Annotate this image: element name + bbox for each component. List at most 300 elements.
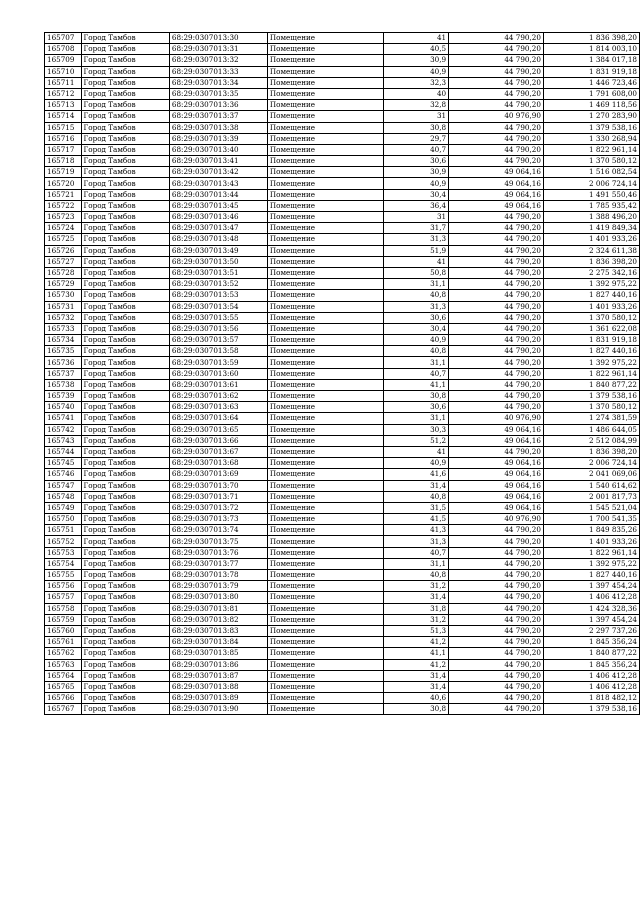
area-cell: 30,9 [384,167,449,178]
locality-cell: Город Тамбов [81,256,169,267]
unit-value-cell: 44 790,20 [449,144,544,155]
area-cell: 41,2 [384,659,449,670]
object-type-cell: Помещение [267,335,383,346]
table-row [45,659,640,670]
area-cell: 32,8 [384,100,449,111]
object-type-cell: Помещение [267,648,383,659]
locality-cell: Город Тамбов [81,133,169,144]
table-row [45,33,640,44]
area-cell: 41,5 [384,514,449,525]
locality-cell: Город Тамбов [81,44,169,55]
locality-cell: Город Тамбов [81,659,169,670]
table-row [45,178,640,189]
area-cell: 31 [384,212,449,223]
unit-value-cell: 44 790,20 [449,223,544,234]
cadastral-number-cell: 68:29:0307013:35 [169,88,267,99]
area-cell: 30,8 [384,704,449,715]
area-cell: 31,1 [384,558,449,569]
object-type-cell: Помещение [267,558,383,569]
unit-value-cell: 44 790,20 [449,234,544,245]
unit-value-cell: 44 790,20 [449,614,544,625]
area-cell: 31,8 [384,603,449,614]
locality-cell: Город Тамбов [81,346,169,357]
cadastral-number-cell: 68:29:0307013:55 [169,312,267,323]
cadastral-value-cell: 1 822 961,14 [543,368,639,379]
cadastral-number-cell: 68:29:0307013:85 [169,648,267,659]
cadastral-value-cell: 1 700 541,35 [543,514,639,525]
object-type-cell: Помещение [267,391,383,402]
unit-value-cell: 49 064,16 [449,424,544,435]
cadastral-value-cell: 1 540 614,62 [543,480,639,491]
row-id-cell: 165759 [45,614,82,625]
table-row [45,267,640,278]
cadastral-number-cell: 68:29:0307013:58 [169,346,267,357]
cadastral-number-cell: 68:29:0307013:65 [169,424,267,435]
locality-cell: Город Тамбов [81,402,169,413]
locality-cell: Город Тамбов [81,122,169,133]
cadastral-value-cell: 1 384 017,18 [543,55,639,66]
row-id-cell: 165724 [45,223,82,234]
unit-value-cell: 49 064,16 [449,435,544,446]
unit-value-cell: 44 790,20 [449,33,544,44]
cadastral-value-cell: 2 001 817,73 [543,491,639,502]
locality-cell: Город Тамбов [81,446,169,457]
row-id-cell: 165707 [45,33,82,44]
table-row [45,469,640,480]
table-row [45,335,640,346]
cadastral-value-cell: 1 401 933,26 [543,234,639,245]
table-row [45,525,640,536]
cadastral-number-cell: 68:29:0307013:45 [169,200,267,211]
unit-value-cell: 44 790,20 [449,323,544,334]
cadastral-number-cell: 68:29:0307013:54 [169,301,267,312]
object-type-cell: Помещение [267,144,383,155]
unit-value-cell: 44 790,20 [449,55,544,66]
cadastral-value-cell: 1 379 538,16 [543,391,639,402]
cadastral-value-cell: 1 406 412,28 [543,670,639,681]
locality-cell: Город Тамбов [81,558,169,569]
table-row [45,77,640,88]
row-id-cell: 165748 [45,491,82,502]
area-cell: 29,7 [384,133,449,144]
cadastral-value-cell: 1 822 961,14 [543,547,639,558]
object-type-cell: Помещение [267,245,383,256]
object-type-cell: Помещение [267,379,383,390]
locality-cell: Город Тамбов [81,648,169,659]
cadastral-number-cell: 68:29:0307013:67 [169,446,267,457]
locality-cell: Город Тамбов [81,156,169,167]
object-type-cell: Помещение [267,659,383,670]
cadastral-number-cell: 68:29:0307013:87 [169,670,267,681]
locality-cell: Город Тамбов [81,581,169,592]
locality-cell: Город Тамбов [81,547,169,558]
row-id-cell: 165754 [45,558,82,569]
row-id-cell: 165735 [45,346,82,357]
object-type-cell: Помещение [267,346,383,357]
object-type-cell: Помещение [267,637,383,648]
table-row [45,637,640,648]
object-type-cell: Помещение [267,480,383,491]
unit-value-cell: 44 790,20 [449,659,544,670]
row-id-cell: 165736 [45,357,82,368]
locality-cell: Город Тамбов [81,502,169,513]
locality-cell: Город Тамбов [81,379,169,390]
cadastral-value-cell: 2 324 611,38 [543,245,639,256]
locality-cell: Город Тамбов [81,413,169,424]
table-row [45,290,640,301]
cadastral-number-cell: 68:29:0307013:71 [169,491,267,502]
row-id-cell: 165733 [45,323,82,334]
unit-value-cell: 44 790,20 [449,681,544,692]
table-row [45,323,640,334]
row-id-cell: 165751 [45,525,82,536]
area-cell: 31,1 [384,413,449,424]
cadastral-number-cell: 68:29:0307013:38 [169,122,267,133]
locality-cell: Город Тамбов [81,391,169,402]
table-row [45,100,640,111]
locality-cell: Город Тамбов [81,234,169,245]
unit-value-cell: 44 790,20 [449,290,544,301]
table-row [45,88,640,99]
cadastral-number-cell: 68:29:0307013:74 [169,525,267,536]
area-cell: 31,2 [384,614,449,625]
row-id-cell: 165729 [45,279,82,290]
area-cell: 36,4 [384,200,449,211]
table-row [45,435,640,446]
area-cell: 41,1 [384,379,449,390]
cadastral-number-cell: 68:29:0307013:41 [169,156,267,167]
object-type-cell: Помещение [267,458,383,469]
cadastral-value-cell: 1 836 398,20 [543,256,639,267]
locality-cell: Город Тамбов [81,704,169,715]
object-type-cell: Помещение [267,704,383,715]
unit-value-cell: 44 790,20 [449,391,544,402]
cadastral-number-cell: 68:29:0307013:69 [169,469,267,480]
unit-value-cell: 44 790,20 [449,335,544,346]
cadastral-value-cell: 1 845 356,24 [543,637,639,648]
row-id-cell: 165737 [45,368,82,379]
object-type-cell: Помещение [267,133,383,144]
cadastral-number-cell: 68:29:0307013:51 [169,267,267,278]
cadastral-value-cell: 1 840 877,22 [543,379,639,390]
unit-value-cell: 44 790,20 [449,256,544,267]
table-row [45,379,640,390]
row-id-cell: 165747 [45,480,82,491]
object-type-cell: Помещение [267,413,383,424]
locality-cell: Город Тамбов [81,625,169,636]
object-type-cell: Помещение [267,178,383,189]
table-row [45,693,640,704]
area-cell: 40,7 [384,368,449,379]
object-type-cell: Помещение [267,435,383,446]
area-cell: 31,5 [384,502,449,513]
cadastral-value-cell: 1 822 961,14 [543,144,639,155]
area-cell: 40,5 [384,44,449,55]
unit-value-cell: 44 790,20 [449,368,544,379]
row-id-cell: 165708 [45,44,82,55]
row-id-cell: 165750 [45,514,82,525]
table-row [45,704,640,715]
locality-cell: Город Тамбов [81,435,169,446]
cadastral-number-cell: 68:29:0307013:48 [169,234,267,245]
locality-cell: Город Тамбов [81,66,169,77]
unit-value-cell: 49 064,16 [449,458,544,469]
cadastral-number-cell: 68:29:0307013:88 [169,681,267,692]
cadastral-value-cell: 1 827 440,16 [543,346,639,357]
unit-value-cell: 40 976,90 [449,111,544,122]
cadastral-value-cell: 1 814 003,10 [543,44,639,55]
area-cell: 32,3 [384,77,449,88]
area-cell: 41 [384,446,449,457]
table-row [45,189,640,200]
object-type-cell: Помещение [267,581,383,592]
area-cell: 40,8 [384,290,449,301]
row-id-cell: 165725 [45,234,82,245]
table-row [45,625,640,636]
row-id-cell: 165710 [45,66,82,77]
row-id-cell: 165762 [45,648,82,659]
area-cell: 31,3 [384,234,449,245]
unit-value-cell: 44 790,20 [449,133,544,144]
area-cell: 40,9 [384,178,449,189]
table-row [45,223,640,234]
area-cell: 41 [384,33,449,44]
object-type-cell: Помещение [267,290,383,301]
locality-cell: Город Тамбов [81,290,169,301]
locality-cell: Город Тамбов [81,603,169,614]
object-type-cell: Помещение [267,44,383,55]
row-id-cell: 165720 [45,178,82,189]
unit-value-cell: 44 790,20 [449,536,544,547]
locality-cell: Город Тамбов [81,670,169,681]
unit-value-cell: 40 976,90 [449,413,544,424]
table-row [45,312,640,323]
cadastral-value-cell: 1 274 381,59 [543,413,639,424]
object-type-cell: Помещение [267,267,383,278]
row-id-cell: 165738 [45,379,82,390]
cadastral-number-cell: 68:29:0307013:49 [169,245,267,256]
object-type-cell: Помещение [267,625,383,636]
unit-value-cell: 44 790,20 [449,66,544,77]
row-id-cell: 165744 [45,446,82,457]
table-row [45,200,640,211]
cadastral-value-cell: 1 401 933,26 [543,536,639,547]
cadastral-number-cell: 68:29:0307013:89 [169,693,267,704]
area-cell: 31,1 [384,279,449,290]
table-row [45,603,640,614]
cadastral-number-cell: 68:29:0307013:75 [169,536,267,547]
unit-value-cell: 44 790,20 [449,558,544,569]
locality-cell: Город Тамбов [81,357,169,368]
locality-cell: Город Тамбов [81,368,169,379]
cadastral-number-cell: 68:29:0307013:66 [169,435,267,446]
cadastral-number-cell: 68:29:0307013:61 [169,379,267,390]
table-row [45,301,640,312]
table-row [45,144,640,155]
row-id-cell: 165767 [45,704,82,715]
cadastral-number-cell: 68:29:0307013:90 [169,704,267,715]
table-row [45,547,640,558]
locality-cell: Город Тамбов [81,301,169,312]
table-row [45,357,640,368]
locality-cell: Город Тамбов [81,514,169,525]
unit-value-cell: 44 790,20 [449,637,544,648]
table-row [45,391,640,402]
area-cell: 31,3 [384,536,449,547]
row-id-cell: 165712 [45,88,82,99]
unit-value-cell: 49 064,16 [449,502,544,513]
unit-value-cell: 49 064,16 [449,178,544,189]
unit-value-cell: 44 790,20 [449,625,544,636]
table-row [45,111,640,122]
area-cell: 30,3 [384,424,449,435]
cadastral-number-cell: 68:29:0307013:34 [169,77,267,88]
cadastral-number-cell: 68:29:0307013:81 [169,603,267,614]
locality-cell: Город Тамбов [81,525,169,536]
cadastral-number-cell: 68:29:0307013:64 [169,413,267,424]
row-id-cell: 165741 [45,413,82,424]
table-row [45,368,640,379]
cadastral-number-cell: 68:29:0307013:86 [169,659,267,670]
row-id-cell: 165721 [45,189,82,200]
unit-value-cell: 44 790,20 [449,156,544,167]
row-id-cell: 165740 [45,402,82,413]
area-cell: 31,3 [384,301,449,312]
cadastral-number-cell: 68:29:0307013:70 [169,480,267,491]
area-cell: 40,8 [384,491,449,502]
area-cell: 30,9 [384,55,449,66]
unit-value-cell: 44 790,20 [449,122,544,133]
cadastral-number-cell: 68:29:0307013:59 [169,357,267,368]
locality-cell: Город Тамбов [81,200,169,211]
row-id-cell: 165714 [45,111,82,122]
cadastral-value-cell: 1 791 608,00 [543,88,639,99]
row-id-cell: 165761 [45,637,82,648]
locality-cell: Город Тамбов [81,33,169,44]
unit-value-cell: 44 790,20 [449,77,544,88]
cadastral-value-cell: 1 446 723,46 [543,77,639,88]
area-cell: 30,4 [384,189,449,200]
cadastral-value-cell: 2 275 342,16 [543,267,639,278]
cadastral-number-cell: 68:29:0307013:50 [169,256,267,267]
object-type-cell: Помещение [267,88,383,99]
object-type-cell: Помещение [267,212,383,223]
row-id-cell: 165755 [45,570,82,581]
area-cell: 41,2 [384,637,449,648]
cadastral-value-cell: 1 330 268,94 [543,133,639,144]
table-row [45,446,640,457]
unit-value-cell: 49 064,16 [449,480,544,491]
object-type-cell: Помещение [267,592,383,603]
object-type-cell: Помещение [267,111,383,122]
area-cell: 30,6 [384,402,449,413]
object-type-cell: Помещение [267,156,383,167]
object-type-cell: Помещение [267,491,383,502]
unit-value-cell: 44 790,20 [449,312,544,323]
table-row [45,167,640,178]
row-id-cell: 165727 [45,256,82,267]
row-id-cell: 165719 [45,167,82,178]
object-type-cell: Помещение [267,368,383,379]
cadastral-value-cell: 1 486 644,05 [543,424,639,435]
row-id-cell: 165731 [45,301,82,312]
row-id-cell: 165764 [45,670,82,681]
area-cell: 40,6 [384,693,449,704]
object-type-cell: Помещение [267,446,383,457]
area-cell: 41 [384,256,449,267]
table-row [45,212,640,223]
cadastral-value-cell: 1 392 975,22 [543,357,639,368]
unit-value-cell: 44 790,20 [449,581,544,592]
unit-value-cell: 44 790,20 [449,100,544,111]
unit-value-cell: 44 790,20 [449,245,544,256]
cadastral-number-cell: 68:29:0307013:57 [169,335,267,346]
unit-value-cell: 44 790,20 [449,346,544,357]
locality-cell: Город Тамбов [81,458,169,469]
table-row [45,346,640,357]
object-type-cell: Помещение [267,312,383,323]
area-cell: 30,8 [384,122,449,133]
table-row [45,558,640,569]
row-id-cell: 165713 [45,100,82,111]
locality-cell: Город Тамбов [81,167,169,178]
area-cell: 40,7 [384,144,449,155]
locality-cell: Город Тамбов [81,323,169,334]
row-id-cell: 165728 [45,267,82,278]
cadastral-number-cell: 68:29:0307013:83 [169,625,267,636]
cadastral-value-cell: 1 401 933,26 [543,301,639,312]
table-row [45,536,640,547]
table-row [45,234,640,245]
row-id-cell: 165723 [45,212,82,223]
object-type-cell: Помещение [267,55,383,66]
unit-value-cell: 40 976,90 [449,514,544,525]
row-id-cell: 165726 [45,245,82,256]
cadastral-number-cell: 68:29:0307013:39 [169,133,267,144]
object-type-cell: Помещение [267,693,383,704]
area-cell: 51,9 [384,245,449,256]
object-type-cell: Помещение [267,279,383,290]
object-type-cell: Помещение [267,502,383,513]
area-cell: 30,6 [384,156,449,167]
locality-cell: Город Тамбов [81,178,169,189]
table-row [45,502,640,513]
locality-cell: Город Тамбов [81,245,169,256]
locality-cell: Город Тамбов [81,100,169,111]
row-id-cell: 165752 [45,536,82,547]
locality-cell: Город Тамбов [81,681,169,692]
cadastral-number-cell: 68:29:0307013:63 [169,402,267,413]
table-body [45,33,640,715]
row-id-cell: 165722 [45,200,82,211]
row-id-cell: 165757 [45,592,82,603]
object-type-cell: Помещение [267,681,383,692]
unit-value-cell: 49 064,16 [449,491,544,502]
cadastral-value-cell: 1 419 849,34 [543,223,639,234]
cadastral-number-cell: 68:29:0307013:62 [169,391,267,402]
table-row [45,245,640,256]
row-id-cell: 165718 [45,156,82,167]
cadastral-value-cell: 1 392 975,22 [543,558,639,569]
cadastral-value-cell: 1 370 580,12 [543,402,639,413]
table-row [45,402,640,413]
table-row [45,122,640,133]
area-cell: 41,6 [384,469,449,480]
cadastral-number-cell: 68:29:0307013:42 [169,167,267,178]
cadastral-value-cell: 1 827 440,16 [543,570,639,581]
cadastral-value-cell: 1 845 356,24 [543,659,639,670]
row-id-cell: 165743 [45,435,82,446]
